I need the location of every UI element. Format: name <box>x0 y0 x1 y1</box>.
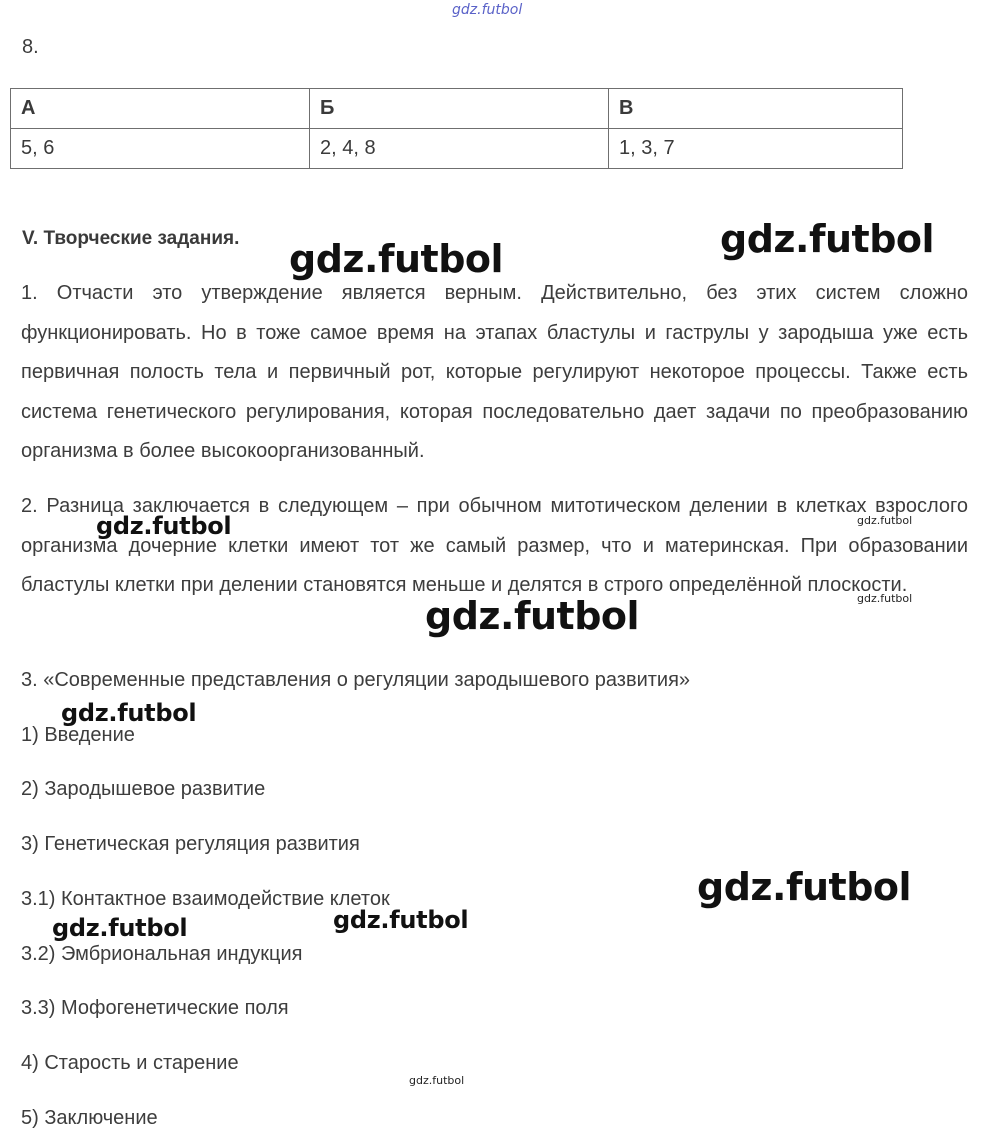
outline-item: 3.2) Эмбриональная индукция <box>21 943 303 965</box>
outline-item: 1) Введение <box>21 724 135 746</box>
watermark: gdz.futbol <box>52 914 188 942</box>
answer-paragraph-1: 1. Отчасти это утверждение является верным. Действительно, без этих систем сложно функционировать. Но в тоже самое время на этапах бластулы и гаструлы у зародыша уже есть первичная полость тела и первичный рот, которые регулируют некоторое процессы. Также есть система генетического регулирования, которая последовательно дает задачи по преобразованию организма в более высокоорганизованный. <box>21 282 968 462</box>
table-cell: 2, 4, 8 <box>310 129 609 169</box>
watermark: gdz.futbol <box>857 514 913 527</box>
table-header-cell: А <box>11 89 310 129</box>
watermark-top: gdz.futbol <box>452 2 523 18</box>
watermark: gdz.futbol <box>697 865 912 909</box>
table-header-cell: Б <box>310 89 609 129</box>
table-cell: 5, 6 <box>11 129 310 169</box>
watermark: gdz.futbol <box>409 1074 465 1087</box>
answer-table <box>10 88 903 169</box>
outline-item: 4) Старость и старение <box>21 1052 239 1074</box>
table-cell: 1, 3, 7 <box>609 129 903 169</box>
outline-title: 3. «Современные представления о регуляции зародышевого развития» <box>21 669 691 691</box>
table-header-row <box>11 89 903 129</box>
watermark: gdz.futbol <box>857 592 913 605</box>
watermark: gdz.futbol <box>425 594 640 638</box>
table-row <box>11 129 903 169</box>
watermark: gdz.futbol <box>720 217 935 261</box>
outline-item: 5) Заключение <box>21 1107 158 1129</box>
section-title: V. Творческие задания. <box>22 228 240 249</box>
outline-item: 2) Зародышевое развитие <box>21 778 266 800</box>
outline-item: 3.1) Контактное взаимодействие клеток <box>21 888 390 910</box>
task-number: 8. <box>22 36 39 58</box>
answer-paragraph-2: 2. Разница заключается в следующем – при обычном митотическом делении в клетках взрослого организма дочерние клетки имеют тот же самый размер, что и материнская. При образовании бластулы клетки при делении становятся меньше и делятся в строго определённой плоскости. <box>21 495 968 596</box>
table-header-cell: В <box>609 89 903 129</box>
outline-item: 3.3) Мофогенетические поля <box>21 997 289 1019</box>
watermark: gdz.futbol <box>96 512 232 540</box>
watermark: gdz.futbol <box>61 699 197 727</box>
watermark: gdz.futbol <box>333 906 469 934</box>
outline-item: 3) Генетическая регуляция развития <box>21 833 360 855</box>
watermark: gdz.futbol <box>289 237 504 281</box>
